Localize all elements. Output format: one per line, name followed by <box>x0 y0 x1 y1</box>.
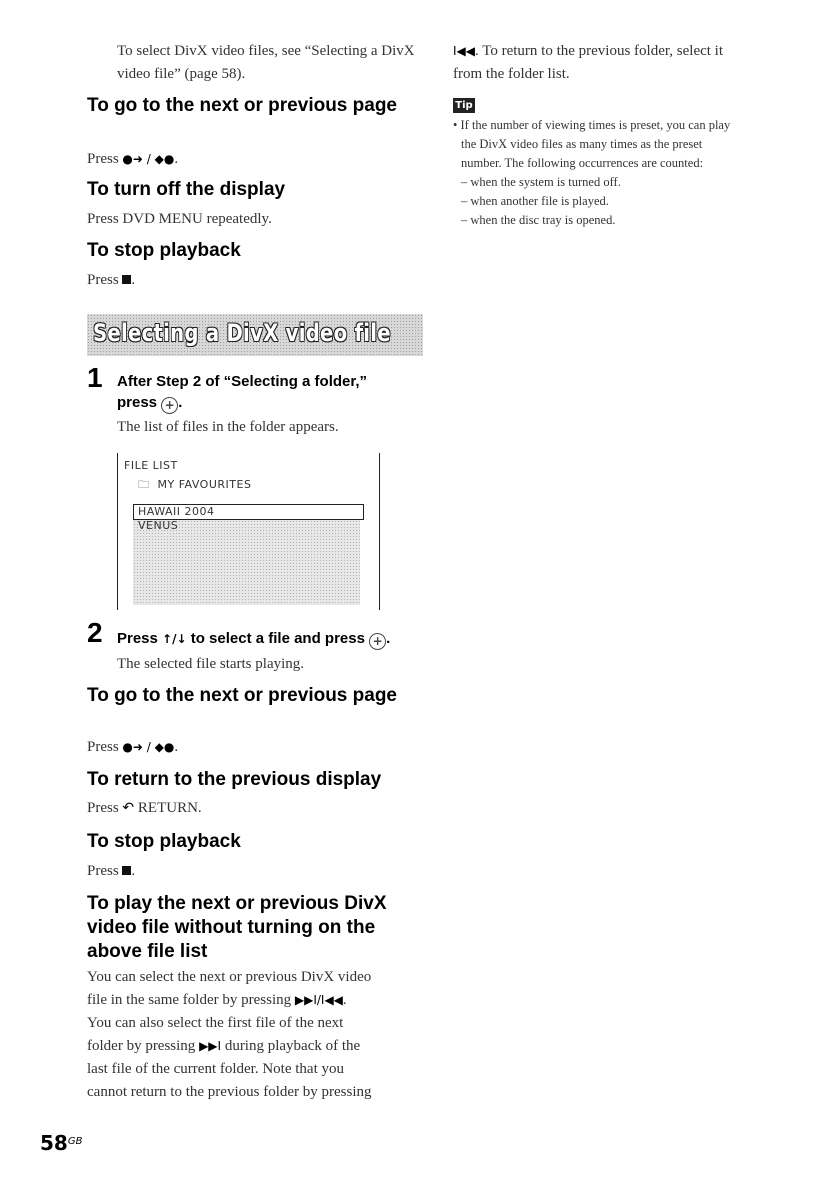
step-description: The list of files in the folder appears. <box>117 419 339 435</box>
enter-button-icon: + <box>161 397 178 414</box>
next-prev-page-icon: ●➜ / ◆● <box>122 152 175 166</box>
folder-icon: 🗀 <box>138 478 150 491</box>
step-title: Press ↑/↓ to select a file and press + . <box>117 630 391 648</box>
right-intro: I◀◀. To return to the previous folder, select it from the folder list. <box>453 43 724 82</box>
file-list-label: FILE LIST <box>124 459 178 472</box>
page-number: $58^{GB}$ <box>40 1131 83 1155</box>
tip-text: • If the number of viewing times is preset, you can play the DivX video files as many times as the preset number. The following occurrences are counted: – when the system is turned off. – when another file is played. – when the disc tray is opened. <box>453 118 731 227</box>
section-title: Selecting a DivX video file <box>93 319 391 347</box>
section-body: Press . <box>87 863 136 879</box>
section-body: Press ●➜ / ◆●. <box>87 739 179 755</box>
previous-track-icon: I◀◀ <box>453 44 475 58</box>
next-prev-track-icon: ▶▶I/I◀◀ <box>294 993 343 1007</box>
final-paragraph: You can select the next or previous DivX video file in the same folder by pressing ▶▶I/I◀◀. You can also select the first file of the next folder by pressing ▶▶I during playback of the last file of the current folder. Note that you cannot return to the previous folder by pressing <box>87 969 372 1100</box>
file-item-selected[interactable]: HAWAII 2004 <box>133 504 364 520</box>
section-heading-stop-playback: To stop playback <box>87 831 241 852</box>
step-number: 2 <box>87 617 103 648</box>
section-heading-return-previous-display: To return to the previous display <box>87 769 382 790</box>
file-list-screen <box>117 453 380 610</box>
step-title: After Step 2 of “Selecting a folder,” press + . <box>117 373 368 412</box>
section-heading-next-prev-page: To go to the next or previous page <box>87 95 398 116</box>
section-body: Press . <box>87 272 136 288</box>
intro-paragraph: To select DivX video files, see “Selecting a DivX video file” (page 58). <box>117 43 415 82</box>
return-icon: ↶ <box>122 800 135 816</box>
step-description: The selected file starts playing. <box>117 656 305 672</box>
section-heading-turn-off-display: To turn off the display <box>87 179 286 200</box>
section-body: Press ↶ RETURN. <box>87 800 202 816</box>
file-item[interactable]: VENUS <box>138 519 179 532</box>
next-prev-page-icon: ●➜ / ◆● <box>122 740 175 754</box>
step-number: 1 <box>87 362 103 393</box>
section-heading-next-prev-page: To go to the next or previous page <box>87 685 398 706</box>
folder-row: 🗀 MY FAVOURITES <box>138 478 252 491</box>
next-track-icon: ▶▶I <box>199 1039 222 1053</box>
tip-badge: Tip <box>453 98 475 113</box>
section-heading-play-next-prev-divx: To play the next or previous DivX video file without turning on the above file list <box>87 893 387 962</box>
enter-button-icon: + <box>369 633 386 650</box>
section-heading-stop-playback: To stop playback <box>87 240 241 261</box>
section-body: Press ●➜ / ◆●. <box>87 151 179 167</box>
section-title-banner <box>87 314 423 356</box>
up-down-arrow-icon: ↑/↓ <box>162 632 187 646</box>
section-body: Press DVD MENU repeatedly. <box>87 211 272 227</box>
